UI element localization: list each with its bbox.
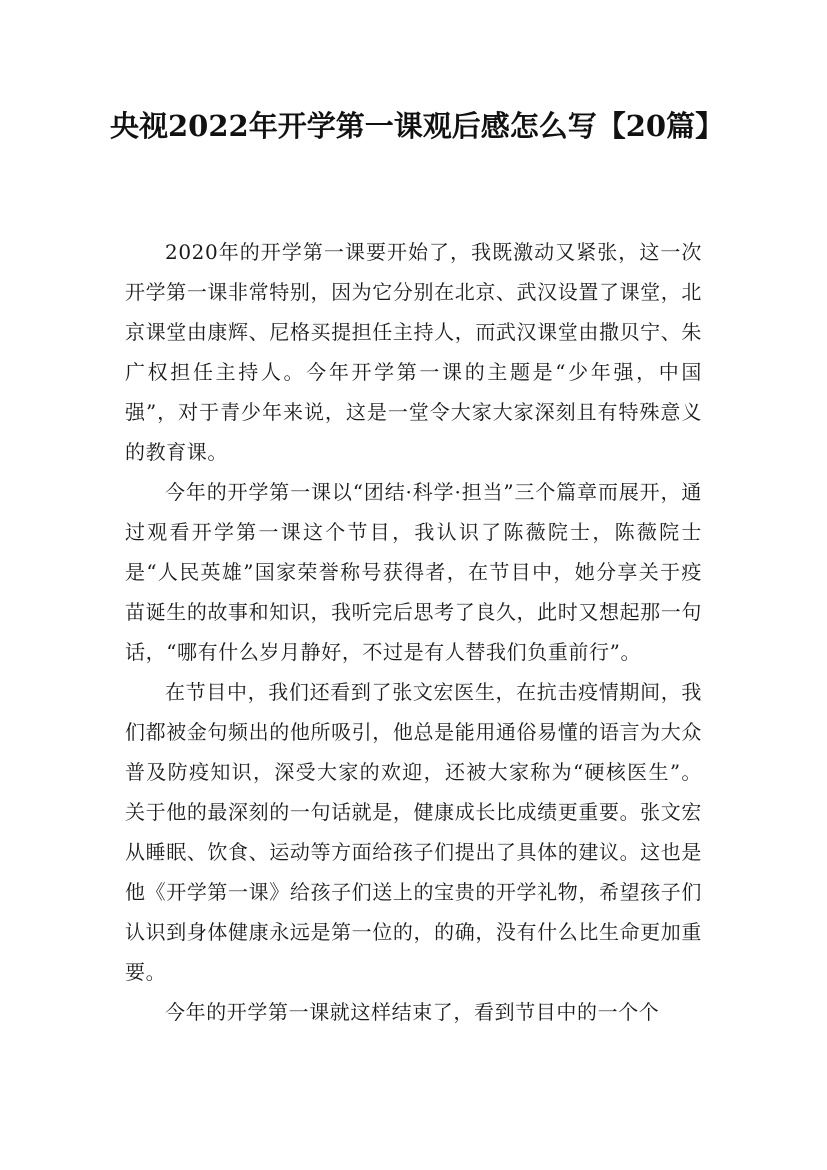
paragraph: 在节目中，我们还看到了张文宏医生，在抗击疫情期间，我们都被金句频出的他所吸引，他总是能用通俗易懂的语言为大众普及防疫知识，深受大家的欢迎，还被大家称为“硬核医生”。关于他的最深刻的一句话就是，健康成长比成绩更重要。张文宏从睡眠、饮食、运动等方面给孩子们提出了具体的建议。这也是他《开学第一课》给孩子们送上的宝贵的开学礼物，希望孩子们认识到身体健康永远是第一位的，的确，没有什么比生命更加重要。 bbox=[125, 680, 702, 984]
paragraph: 2020年的开学第一课要开始了，我既激动又紧张，这一次开学第一课非常特别，因为它分别在北京、武汉设置了课堂，北京课堂由康辉、尼格买提担任主持人，而武汉课堂由撒贝宁、朱广权担任主持人。今年开学第一课的主题是“少年强，中国强”，对于青少年来说，这是一堂令大家大家深刻且有特殊意义的教育课。 bbox=[125, 240, 702, 464]
paragraph: 今年的开学第一课以“团结·科学·担当”三个篇章而展开，通过观看开学第一课这个节目，我认识了陈薇院士，陈薇院士是“人民英雄”国家荣誉称号获得者，在节目中，她分享关于疫苗诞生的故事和知识，我听完后思考了良久，此时又想起那一句话，“哪有什么岁月静好，不过是有人替我们负重前行”。 bbox=[125, 480, 702, 664]
document-title: 央视2022年开学第一课观后感怎么写【20篇】 bbox=[110, 109, 725, 143]
paragraph: 今年的开学第一课就这样结束了，看到节目中的一个个 bbox=[165, 1000, 660, 1024]
document-body bbox=[125, 232, 702, 1032]
